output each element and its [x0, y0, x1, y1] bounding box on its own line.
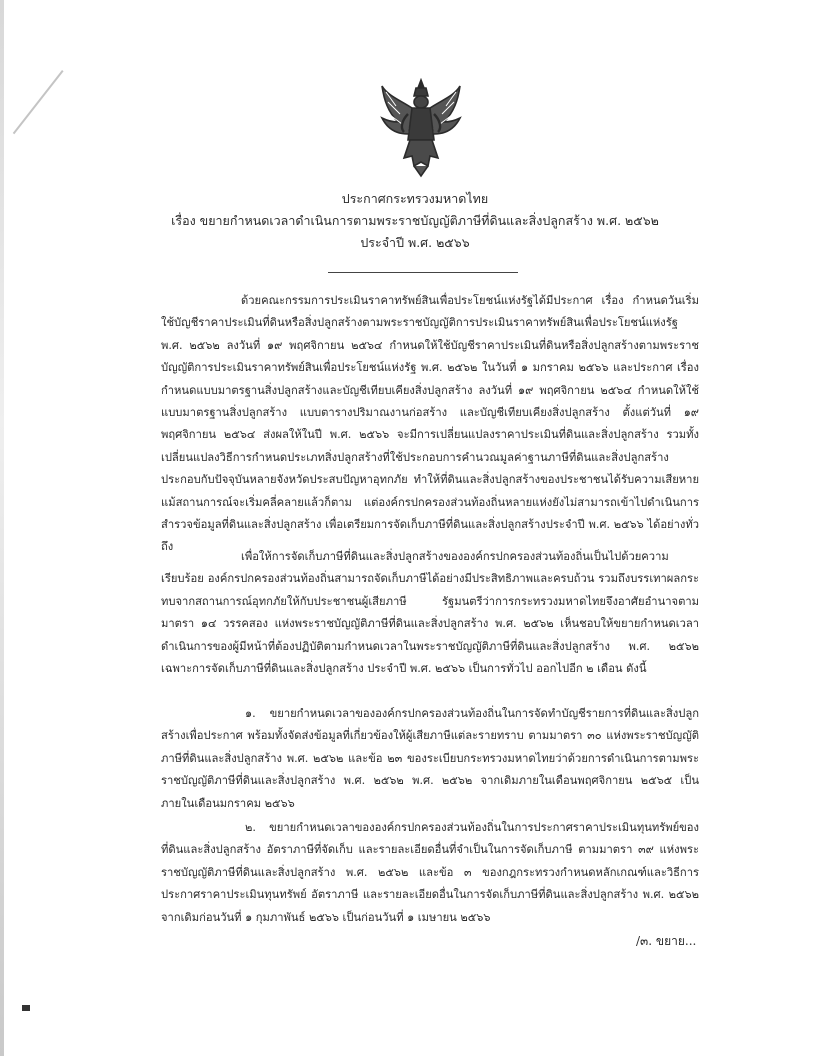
scan-edge: [0, 0, 4, 1056]
paragraph-1-text: ด้วยคณะกรรมการประเมินราคาทรัพย์สินเพื่อประโยชน์แห่งรัฐได้มีประกาศ เรื่อง กำหนดวันเริ่มใช้บัญชีราคาประเมินที่ดินหรือสิ่งปลูกสร้างตามพระราชบัญญัติการประเมินราคาทรัพย์สินเพื่อประโยชน์แห่งรัฐ พ.ศ. ๒๕๖๒ ลงวันที่ ๑๙ พฤศจิกายน ๒๕๖๔ กำหนดให้ใช้บัญชีราคาประเมินที่ดินหรือสิ่งปลูกสร้างตามพระราชบัญญัติการประเมินราคาทรัพย์สินเพื่อประโยชน์แห่งรัฐ พ.ศ. ๒๕๖๒ ในวันที่ ๑ มกราคม ๒๕๖๖ และประกาศ เรื่อง กำหนดแบบมาตรฐานสิ่งปลูกสร้างและบัญชีเทียบเคียงสิ่งปลูกสร้าง ลงวันที่ ๑๙ พฤศจิกายน ๒๕๖๔ กำหนดให้ใช้แบบมาตรฐานสิ่งปลูกสร้าง แบบตารางปริมาณงานก่อสร้าง และบัญชีเทียบเคียงสิ่งปลูกสร้าง ตั้งแต่วันที่ ๑๙ พฤศจิกายน ๒๕๖๔ ส่งผลให้ในปี พ.ศ. ๒๕๖๖ จะมีการเปลี่ยนแปลงราคาประเมินที่ดินและสิ่งปลูกสร้าง รวมทั้งเปลี่ยนแปลงวิธีการกำหนดประเภทสิ่งปลูกสร้างที่ใช้ประกอบการคำนวณมูลค่าฐานภาษีที่ดินและสิ่งปลูกสร้าง ประกอบกับปัจจุบันหลายจังหวัดประสบปัญหาอุทกภัย ทำให้ที่ดินและสิ่งปลูกสร้างของประชาชนได้รับความเสียหาย แม้สถานการณ์จะเริ่มคลี่คลายแล้วก็ตาม แต่องค์กรปกครองส่วนท้องถิ่นหลายแห่งยังไม่สามารถเข้าไปดำเนินการสำรวจข้อมูลที่ดินและสิ่งปลูกสร้าง เพื่อเตรียมการจัดเก็บภาษีที่ดินและสิ่งปลูกสร้างประจำปี พ.ศ. ๒๕๖๖ ได้อย่างทั่วถึง: [161, 294, 699, 554]
header-divider: [328, 272, 518, 273]
issuer-line: ประกาศกระทรวงมหาดไทย: [341, 191, 489, 206]
garuda-emblem-icon: [378, 78, 464, 178]
paragraph-3-text: ๑. ขยายกำหนดเวลาขององค์กรปกครองส่วนท้องถิ่นในการจัดทำบัญชีรายการที่ดินและสิ่งปลูกสร้างเพื่อประกาศ พร้อมทั้งจัดส่งข้อมูลที่เกี่ยวข้องให้ผู้เสียภาษีแต่ละรายทราบ ตามมาตรา ๓๐ แห่งพระราชบัญญัติภาษีที่ดินและสิ่งปลูกสร้าง พ.ศ. ๒๕๖๒ และข้อ ๒๓ ของระเบียบกระทรวงมหาดไทยว่าด้วยการดำเนินการตามพระราชบัญญัติภาษีที่ดินและสิ่งปลูกสร้าง พ.ศ. ๒๕๖๒ พ.ศ. ๒๕๖๒ จากเดิมภายในเดือนพฤศจิกายน ๒๕๖๕ เป็นภายในเดือนมกราคม ๒๕๖๖: [161, 707, 699, 810]
scan-mark: [13, 70, 64, 134]
scan-dot: [22, 1005, 30, 1011]
paragraph-4: [161, 817, 699, 929]
paragraph-1: [161, 290, 699, 559]
paragraph-2: [161, 546, 699, 680]
subject-line: เรื่อง ขยายกำหนดเวลาดำเนินการตามพระราชบัญญัติภาษีที่ดินและสิ่งปลูกสร้าง พ.ศ. ๒๕๖๒: [171, 213, 659, 228]
continuation-marker: /๓. ขยาย...: [636, 934, 697, 948]
year-line: ประจำปี พ.ศ. ๒๕๖๖: [360, 235, 470, 250]
paragraph-4-text: ๒. ขยายกำหนดเวลาขององค์กรปกครองส่วนท้องถิ่นในการประกาศราคาประเมินทุนทรัพย์ของที่ดินและสิ่งปลูกสร้าง อัตราภาษีที่จัดเก็บ และรายละเอียดอื่นที่จำเป็นในการจัดเก็บภาษี ตามมาตรา ๓๙ แห่งพระราชบัญญัติภาษีที่ดินและสิ่งปลูกสร้าง พ.ศ. ๒๕๖๒ และข้อ ๓ ของกฎกระทรวงกำหนดหลักเกณฑ์และวิธีการประกาศราคาประเมินทุนทรัพย์ อัตราภาษี และรายละเอียดอื่นในการจัดเก็บภาษีที่ดินและสิ่งปลูกสร้าง พ.ศ. ๒๕๖๒ จากเดิมก่อนวันที่ ๑ กุมภาพันธ์ ๒๕๖๖ เป็นก่อนวันที่ ๑ เมษายน ๒๕๖๖: [161, 821, 699, 924]
paragraph-2-text: เพื่อให้การจัดเก็บภาษีที่ดินและสิ่งปลูกสร้างขององค์กรปกครองส่วนท้องถิ่นเป็นไปด้วยความเรียบร้อย องค์กรปกครองส่วนท้องถิ่นสามารถจัดเก็บภาษีได้อย่างมีประสิทธิภาพและครบถ้วน รวมถึงบรรเทาผลกระทบจากสถานการณ์อุทกภัยให้กับประชาชนผู้เสียภาษี รัฐมนตรีว่าการกระทรวงมหาดไทยจึงอาศัยอำนาจตามมาตรา ๑๔ วรรคสอง แห่งพระราชบัญญัติภาษีที่ดินและสิ่งปลูกสร้าง พ.ศ. ๒๕๖๒ เห็นชอบให้ขยายกำหนดเวลาดำเนินการของผู้มีหน้าที่ต้องปฏิบัติตามกำหนดเวลาในพระราชบัญญัติภาษีที่ดินและสิ่งปลูกสร้าง พ.ศ. ๒๕๖๒ เฉพาะการจัดเก็บภาษีที่ดินและสิ่งปลูกสร้าง ประจำปี พ.ศ. ๒๕๖๖ เป็นการทั่วไป ออกไปอีก ๒ เดือน ดังนี้: [161, 550, 699, 676]
paragraph-3: [161, 703, 699, 815]
